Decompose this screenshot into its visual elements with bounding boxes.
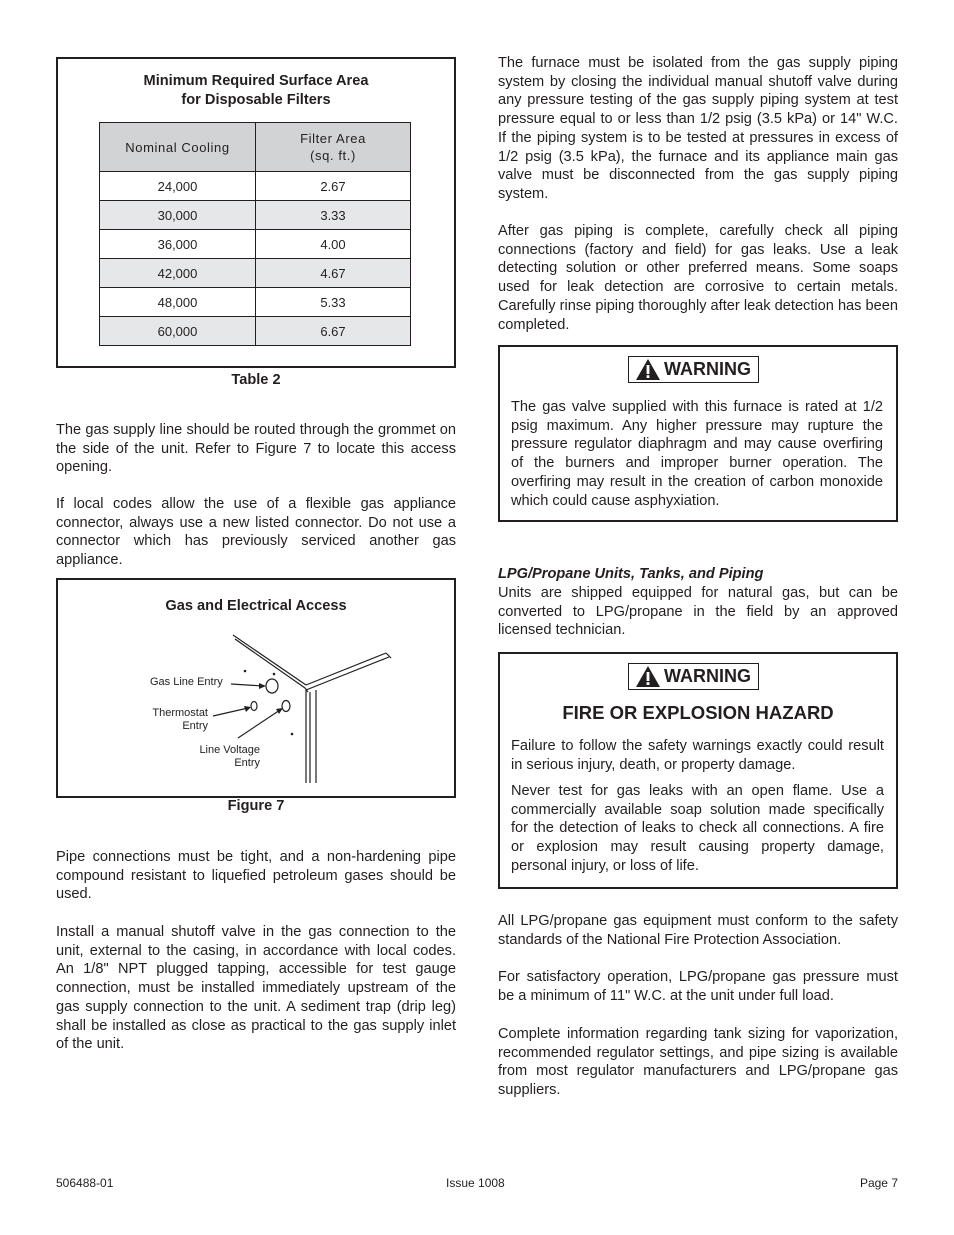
shutoff-valve-paragraph: Install a manual shutoff valve in the gas connection to the unit, external to the casing, in accordance with local codes. An 1/8" NPT plugged tapping, accessible for test gauge connection, must be installed immediately upstream of the gas supply connection to the unit. A sediment trap (drip leg) shall be installed as close as practical to the gas supply inlet of the unit. (56, 924, 456, 1053)
nfpa-paragraph: All LPG/propane gas equipment must conform to the safety standards of the National Fire Protection Association. (498, 913, 898, 948)
figure-caption: Figure 7 (227, 798, 285, 814)
figure-7-title: Gas and Electrical Access (165, 598, 347, 614)
footer-page-number: Page 7 (859, 1176, 898, 1190)
cooling-cell: 60,000 (100, 317, 256, 346)
table-row (100, 201, 411, 230)
table-row (100, 230, 411, 259)
col-nominal-cooling: Nominal Cooling (100, 123, 256, 172)
table-row (100, 172, 411, 201)
table-row (100, 259, 411, 288)
table-row (100, 317, 411, 346)
warning-label: WARNING (628, 356, 759, 383)
warning-label: WARNING (628, 663, 759, 690)
cooling-cell: 30,000 (100, 201, 256, 230)
table-row (100, 288, 411, 317)
flexible-connector-paragraph: If local codes allow the use of a flexible gas appliance connector, always use a new listed connector. Do not use a connector which has previously serviced another gas appliance. (56, 496, 456, 569)
tank-sizing-paragraph: Complete information regarding tank sizing for vaporization, recommended regulator settings, and pipe sizing is available from most regulator manufacturers and LPG/propane gas suppliers. (498, 1026, 898, 1099)
pressure-testing-paragraph: The furnace must be isolated from the gas supply piping system by closing the individual manual shutoff valve during any pressure testing of the gas supply piping system at test pressure equal to or less than 1/2 psig (3.5 kPa) or 14" W.C. If the piping system is to be tested at pressures in excess of 1/2 psig (3.5 kPa), the furnace and its appliance main gas valve must be disconnected from the gas supply piping system. (498, 55, 898, 202)
gas-valve-warning-box (498, 345, 898, 522)
line-voltage-entry-label: Line Voltage Entry (199, 744, 260, 769)
area-cell: 3.33 (256, 201, 411, 230)
gas-line-entry-label: Gas Line Entry (150, 676, 223, 688)
leak-check-paragraph: After gas piping is complete, carefully check all piping connections (factory and field) for gas leaks. Use a leak detecting solution or other preferred means. Some soaps used for leak detection are corrosive to certain metals. Carefully rinse piping thoroughly after leak detection has been completed. (498, 223, 898, 333)
area-cell: 2.67 (256, 172, 411, 201)
fire-explosion-warning-box (498, 652, 898, 889)
cooling-cell: 48,000 (100, 288, 256, 317)
warning-triangle-icon (636, 666, 660, 687)
gas-line-paragraph: The gas supply line should be routed through the grommet on the side of the unit. Refer to Figure 7 to locate this access opening. (56, 422, 456, 476)
cooling-cell: 42,000 (100, 259, 256, 288)
area-cell: 5.33 (256, 288, 411, 317)
thermostat-entry-label: Thermostat Entry (152, 707, 208, 732)
table-caption: Table 2 (231, 372, 281, 388)
gas-valve-warning-text: The gas valve supplied with this furnace is rated at 1/2 psig maximum. Any higher pressure may rupture the pressure regulator diaphragm and may cause overfiring of the burners and improper burner operation. The overfiring may result in the creation of carbon monoxide which could cause asphyxiation. (511, 399, 883, 509)
footer-doc-number: 506488-01 (56, 1176, 114, 1190)
area-cell: 6.67 (256, 317, 411, 346)
filter-table-box (56, 57, 456, 368)
pipe-connections-paragraph: Pipe connections must be tight, and a non-hardening pipe compound resistant to liquefied petroleum gases should be used. (56, 849, 456, 903)
lpg-pressure-paragraph: For satisfactory operation, LPG/propane gas pressure must be a minimum of 11" W.C. at the unit under full load. (498, 969, 898, 1004)
filter-table (99, 122, 411, 346)
area-cell: 4.00 (256, 230, 411, 259)
table-header-row (100, 123, 411, 172)
figure-7-box (56, 578, 456, 798)
lpg-section-heading: LPG/Propane Units, Tanks, and Piping (498, 566, 764, 582)
cooling-cell: 36,000 (100, 230, 256, 259)
cooling-cell: 24,000 (100, 172, 256, 201)
filter-table-title: Minimum Required Surface Area for Disposable Filters (143, 73, 369, 108)
col-filter-area: Filter Area (sq. ft.) (256, 123, 411, 172)
lpg-conversion-paragraph: Units are shipped equipped for natural gas, but can be converted to LPG/propane in the field by an approved licensed technician. (498, 585, 898, 639)
fire-warning-text-1: Failure to follow the safety warnings exactly could result in serious injury, death, or property damage. (511, 738, 884, 773)
area-cell: 4.67 (256, 259, 411, 288)
warning-triangle-icon (636, 359, 660, 380)
footer-issue: Issue 1008 (446, 1176, 505, 1190)
fire-warning-text-2: Never test for gas leaks with an open flame. Use a commercially available soap solution made specifically for the detection of leaks to check all connections. A fire or explosion may result causing property damage, personal injury, or loss of life. (511, 783, 884, 874)
fire-explosion-hazard-title: FIRE OR EXPLOSION HAZARD (562, 702, 834, 723)
